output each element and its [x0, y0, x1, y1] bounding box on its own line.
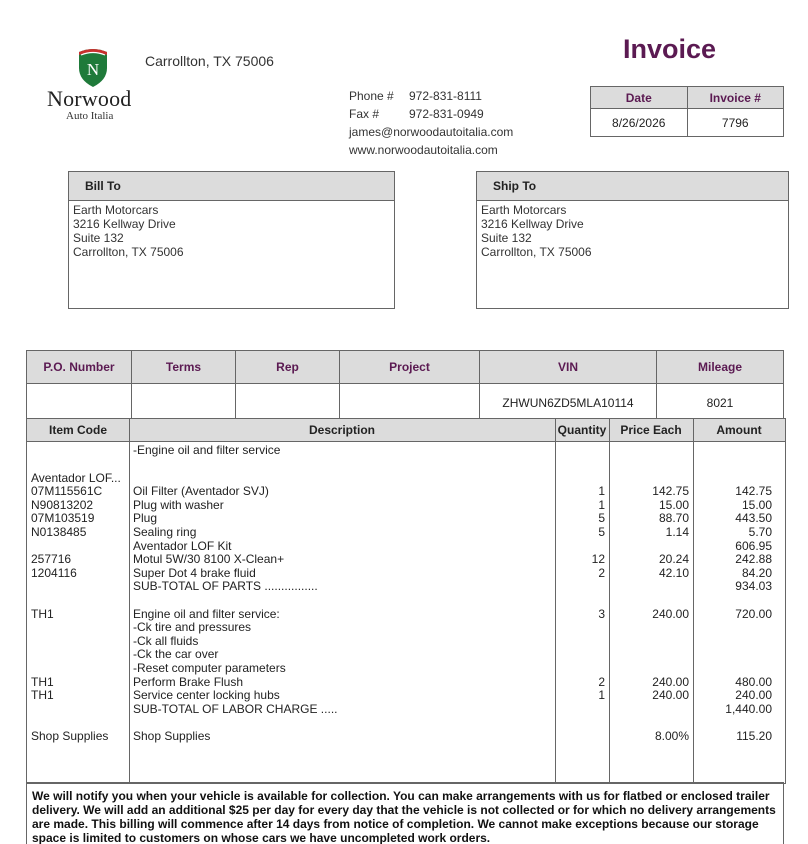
company-phone: [349, 89, 482, 103]
invoice-title: Invoice: [623, 34, 717, 64]
item-description: Plug with washer: [133, 499, 224, 512]
rep-value: [236, 384, 340, 422]
item-quantity: 5: [598, 526, 605, 539]
item-amount: 5.70: [748, 526, 772, 539]
item-code: TH1: [31, 608, 54, 621]
item-code: TH1: [31, 689, 54, 702]
bill-to-line: Suite 132: [73, 231, 124, 245]
item-code: 257716: [31, 553, 72, 566]
item-description: SUB-TOTAL OF PARTS ................: [133, 580, 318, 593]
invoice-number-header: Invoice #: [687, 87, 784, 109]
item-amount: 443.50: [735, 512, 772, 525]
item-description: Sealing ring: [133, 526, 197, 539]
item-price-each: 142.75: [652, 485, 689, 498]
collection-notice: We will notify you when your vehicle is available for collection. You can make arrangements with us for flatbed or enclosed trailer delivery. We will add an additional $25 per day for every day that the vehicle is not collected or for which no delivery arrangements are made. This billing will commence after 14 days from notice of completion. We cannot make exceptions because our storage space is limited to customers on whose cars we have uncompleted work orders.: [26, 782, 784, 844]
po-number-header: P.O. Number: [27, 351, 132, 384]
item-price-each: 20.24: [658, 553, 689, 566]
price-each-header: Price Each: [609, 419, 693, 442]
bill-to-line: Earth Motorcars: [73, 203, 159, 217]
description-header: Description: [129, 419, 555, 442]
item-price-each: 240.00: [652, 676, 689, 689]
terms-header: Terms: [132, 351, 236, 384]
item-code-header: Item Code: [27, 419, 129, 442]
item-price-each: 1.14: [665, 526, 689, 539]
column-divider: [129, 419, 130, 783]
item-description: Aventador LOF Kit: [133, 540, 232, 553]
fax-value: 972-831-0949: [409, 107, 484, 121]
mileage-header: Mileage: [657, 351, 784, 384]
item-description: Perform Brake Flush: [133, 676, 244, 689]
mileage-value: 8021: [657, 384, 784, 422]
company-fax: [349, 107, 484, 121]
ship-to-line: 3216 Kellway Drive: [481, 217, 584, 231]
bill-to-label: Bill To: [69, 172, 394, 201]
bill-to-line: 3216 Kellway Drive: [73, 217, 176, 231]
item-description: -Engine oil and filter service: [133, 444, 281, 457]
item-price-each: 15.00: [658, 499, 689, 512]
company-website: www.norwoodautoitalia.com: [349, 143, 498, 157]
item-code: N90813202: [31, 499, 94, 512]
item-description: Super Dot 4 brake fluid: [133, 567, 256, 580]
column-divider: [555, 419, 556, 783]
item-description: Motul 5W/30 8100 X-Clean+: [133, 553, 285, 566]
norwood-shield-logo: [76, 46, 110, 88]
item-quantity: 2: [598, 676, 605, 689]
fax-label: Fax #: [349, 107, 380, 121]
invoice-number: 7796: [687, 109, 784, 137]
project-value: [340, 384, 480, 422]
invoice-date: 8/26/2026: [591, 109, 688, 137]
item-quantity: 12: [591, 553, 605, 566]
amount-header: Amount: [693, 419, 785, 442]
item-description: -Reset computer parameters: [133, 662, 286, 675]
ship-to-line: Carrollton, TX 75006: [481, 245, 592, 259]
item-quantity: 2: [598, 567, 605, 580]
item-quantity: 1: [598, 485, 605, 498]
rep-header: Rep: [236, 351, 340, 384]
item-code: N0138485: [31, 526, 87, 539]
vin-value: ZHWUN6ZD5MLA10114: [480, 384, 657, 422]
item-description: SUB-TOTAL OF LABOR CHARGE .....: [133, 703, 338, 716]
item-description: Plug: [133, 512, 158, 525]
item-amount: 240.00: [735, 689, 772, 702]
phone-value: 972-831-8111: [409, 89, 482, 103]
item-description: -Ck all fluids: [133, 635, 199, 648]
item-description: Oil Filter (Aventador SVJ): [133, 485, 269, 498]
item-amount: 115.20: [736, 730, 772, 743]
item-amount: 480.00: [735, 676, 772, 689]
item-description: -Ck the car over: [133, 648, 219, 661]
item-amount: 1,440.00: [725, 703, 772, 716]
item-description: Service center locking hubs: [133, 689, 280, 702]
column-divider: [693, 419, 694, 783]
company-city: Carrollton, TX 75006: [145, 53, 274, 69]
item-quantity: 1: [598, 689, 605, 702]
bill-to-box: [68, 171, 395, 309]
company-logo-name: Norwood: [47, 86, 132, 111]
item-amount: 142.75: [735, 485, 772, 498]
item-code: Aventador LOF...: [31, 472, 121, 485]
item-quantity: 5: [598, 512, 605, 525]
item-amount: 606.95: [735, 540, 772, 553]
item-price-each: 240.00: [652, 689, 689, 702]
ship-to-line: Earth Motorcars: [481, 203, 567, 217]
item-code: 1204116: [31, 567, 77, 580]
item-amount: 15.00: [741, 499, 772, 512]
item-code: 07M115561C: [31, 485, 103, 498]
company-email: james@norwoodautoitalia.com: [349, 125, 514, 139]
ship-to-label: Ship To: [477, 172, 788, 201]
bill-to-line: Carrollton, TX 75006: [73, 245, 184, 259]
column-divider: [609, 419, 610, 783]
phone-label: Phone #: [349, 89, 394, 103]
item-price-each: 240.00: [652, 608, 689, 621]
ship-to-line: Suite 132: [481, 231, 532, 245]
quantity-header: Quantity: [555, 419, 609, 442]
vin-header: VIN: [480, 351, 657, 384]
project-header: Project: [340, 351, 480, 384]
item-price-each: 88.70: [658, 512, 689, 525]
item-amount: 934.03: [735, 580, 772, 593]
order-info-table: [26, 350, 784, 422]
line-items-table: [26, 418, 786, 784]
item-amount: 84.20: [741, 567, 772, 580]
invoice-meta-table: [590, 86, 784, 137]
item-description: -Ck tire and pressures: [133, 621, 252, 634]
item-amount: 720.00: [735, 608, 772, 621]
item-description: Shop Supplies: [133, 730, 211, 743]
item-price-each: 8.00%: [654, 730, 689, 743]
item-amount: 242.88: [735, 553, 772, 566]
date-header: Date: [591, 87, 688, 109]
logo-letter: N: [86, 60, 100, 79]
terms-value: [132, 384, 236, 422]
item-code: Shop Supplies: [31, 730, 109, 743]
item-description: Engine oil and filter service:: [133, 608, 280, 621]
item-code: TH1: [31, 676, 54, 689]
company-logo-subtitle: Auto Italia: [66, 110, 114, 122]
item-quantity: 3: [598, 608, 605, 621]
item-quantity: 1: [598, 499, 605, 512]
item-price-each: 42.10: [658, 567, 689, 580]
po-number-value: [27, 384, 132, 422]
item-code: 07M103519: [31, 512, 95, 525]
ship-to-box: [476, 171, 789, 309]
